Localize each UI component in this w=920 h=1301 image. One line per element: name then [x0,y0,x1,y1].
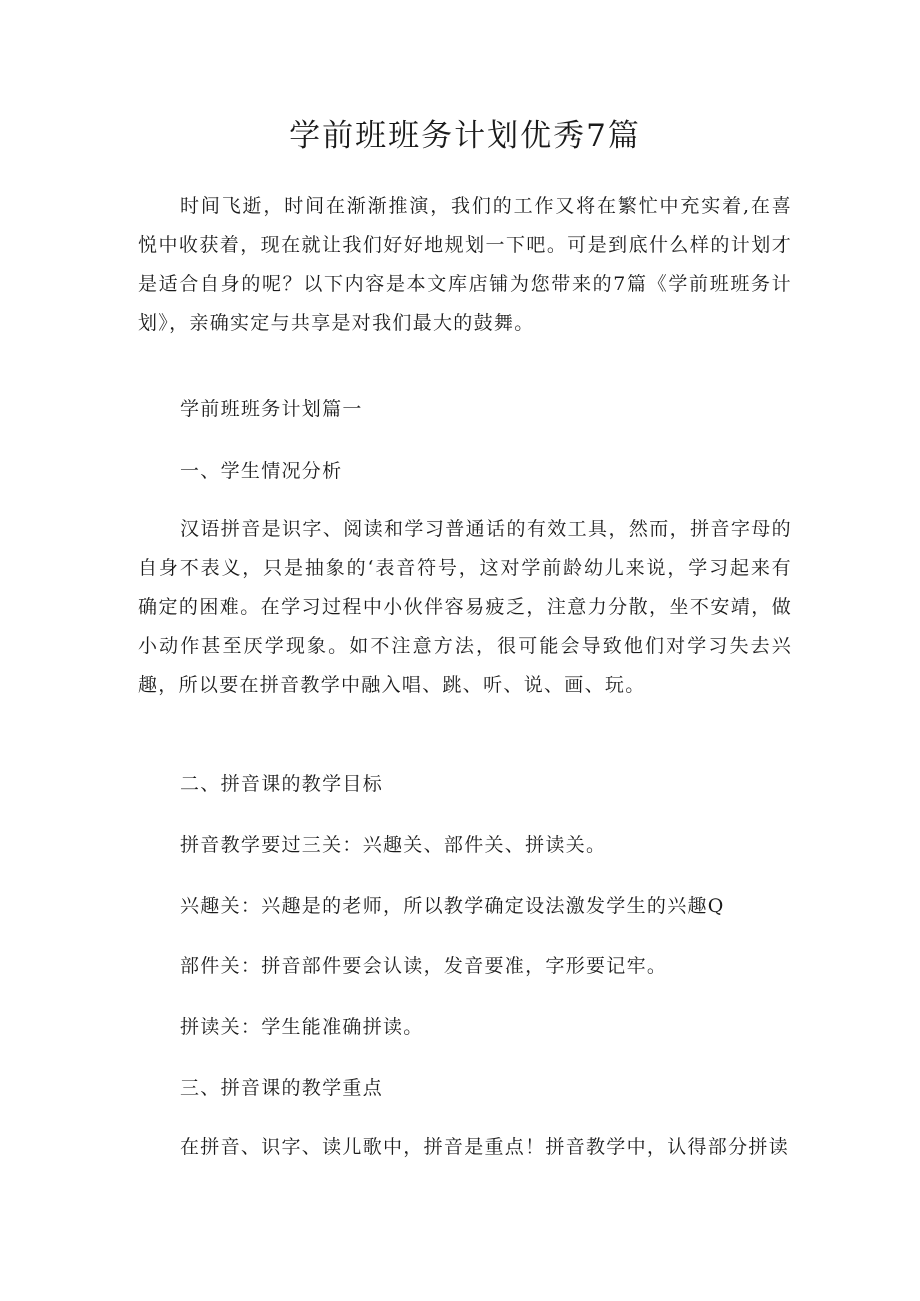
teaching-focus-paragraph: 在拼音、识字、读儿歌中，拼音是重点！拼音教学中，认得部分拼读 [180,1136,790,1158]
heading-student-analysis: 一、学生情况分析 [180,460,343,482]
heading-teaching-focus: 三、拼音课的教学重点 [180,1077,384,1099]
goal-summary: 拼音教学要过三关：兴趣关、部件关、拼读关。 [180,834,607,856]
student-analysis-paragraph: 汉语拼音是识字、阅读和学习普通话的有效工具，然而，拼音字母的自身不表义，只是抽象的‘表音符号，这对学前龄幼儿来说，学习起来有确定的困难。在学习过程中小伙伴容易疲乏，注意力分散，坐不安靖，做小动作甚至厌学现象。如不注意方法，很可能会导致他们对学习失去兴趣，所以要在拼音教学中融入唱、跳、听、说、画、玩。 [138,518,792,696]
goal-components: 部件关：拼音部件要会认读，发音要准，字形要记牢。 [180,955,668,977]
intro-paragraph: 时间飞逝，时间在渐渐推演，我们的工作又将在繁忙中充实着,在喜悦中收获着，现在就让我们好好地规划一下吧。可是到底什么样的计划才是适合自身的呢？以下内容是本文库店铺为您带来的7篇《学前班班务计划》，亲确实定与共享是对我们最大的鼓舞。 [138,195,792,334]
goal-interest: 兴趣关：兴趣是的老师，所以教学确定设法激发学生的兴趣Q [180,895,725,917]
heading-teaching-goals: 二、拼音课的教学目标 [180,773,384,795]
goal-reading: 拼读关：学生能准确拼读。 [180,1016,424,1038]
document-title: 学前班班务计划优秀7篇 [289,118,641,154]
section-title: 学前班班务计划篇一 [180,398,363,420]
document-page [138,0,792,1301]
